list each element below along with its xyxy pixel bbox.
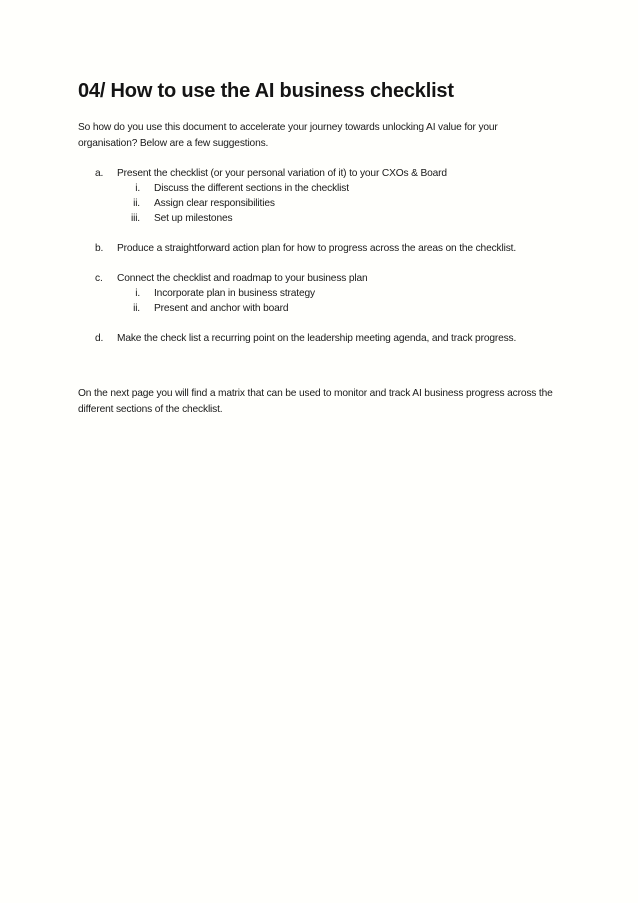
intro-paragraph: So how do you use this document to accelerate your journey towards unlocking AI value for your organisation? Below are a few suggestions. bbox=[78, 122, 498, 149]
sub-list bbox=[78, 181, 558, 226]
sub-list-item bbox=[78, 196, 558, 211]
sub-list-item bbox=[78, 301, 558, 316]
list-item bbox=[78, 331, 558, 346]
sub-list bbox=[78, 286, 558, 316]
sub-list-item bbox=[78, 181, 558, 196]
sub-list-marker: i. bbox=[135, 183, 140, 194]
page-title: 04/ How to use the AI business checklist bbox=[78, 80, 454, 102]
sub-list-item bbox=[78, 286, 558, 301]
list-item-text: Make the check list a recurring point on the leadership meeting agenda, and track progress. bbox=[117, 333, 517, 344]
sub-list-item-text: Present and anchor with board bbox=[154, 303, 289, 314]
sub-list-marker: ii. bbox=[133, 198, 140, 209]
list-item bbox=[78, 166, 558, 226]
list-item bbox=[78, 241, 558, 256]
list-item-text: Connect the checklist and roadmap to your business plan bbox=[117, 273, 368, 284]
sub-list-item-text: Assign clear responsibilities bbox=[154, 198, 275, 209]
list-marker: a. bbox=[95, 168, 104, 179]
sub-list-item-text: Incorporate plan in business strategy bbox=[154, 288, 315, 299]
list-marker: d. bbox=[95, 333, 104, 344]
list-marker: b. bbox=[95, 243, 104, 254]
sub-list-item-text: Set up milestones bbox=[154, 213, 233, 224]
list-marker: c. bbox=[95, 273, 103, 284]
sub-list-item bbox=[78, 211, 558, 226]
list-item bbox=[78, 271, 558, 316]
list-item-text: Present the checklist (or your personal variation of it) to your CXOs & Board bbox=[117, 168, 447, 179]
suggestions-list bbox=[78, 166, 558, 346]
document-page bbox=[78, 78, 558, 418]
sub-list-marker: ii. bbox=[133, 303, 140, 314]
sub-list-item-text: Discuss the different sections in the checklist bbox=[154, 183, 349, 194]
list-item-text: Produce a straightforward action plan for how to progress across the areas on the checklist. bbox=[117, 243, 517, 254]
sub-list-marker: i. bbox=[135, 288, 140, 299]
outro-paragraph: On the next page you will find a matrix that can be used to monitor and track AI business progress across the different sections of the checklist. bbox=[78, 388, 553, 415]
sub-list-marker: iii. bbox=[130, 213, 140, 224]
